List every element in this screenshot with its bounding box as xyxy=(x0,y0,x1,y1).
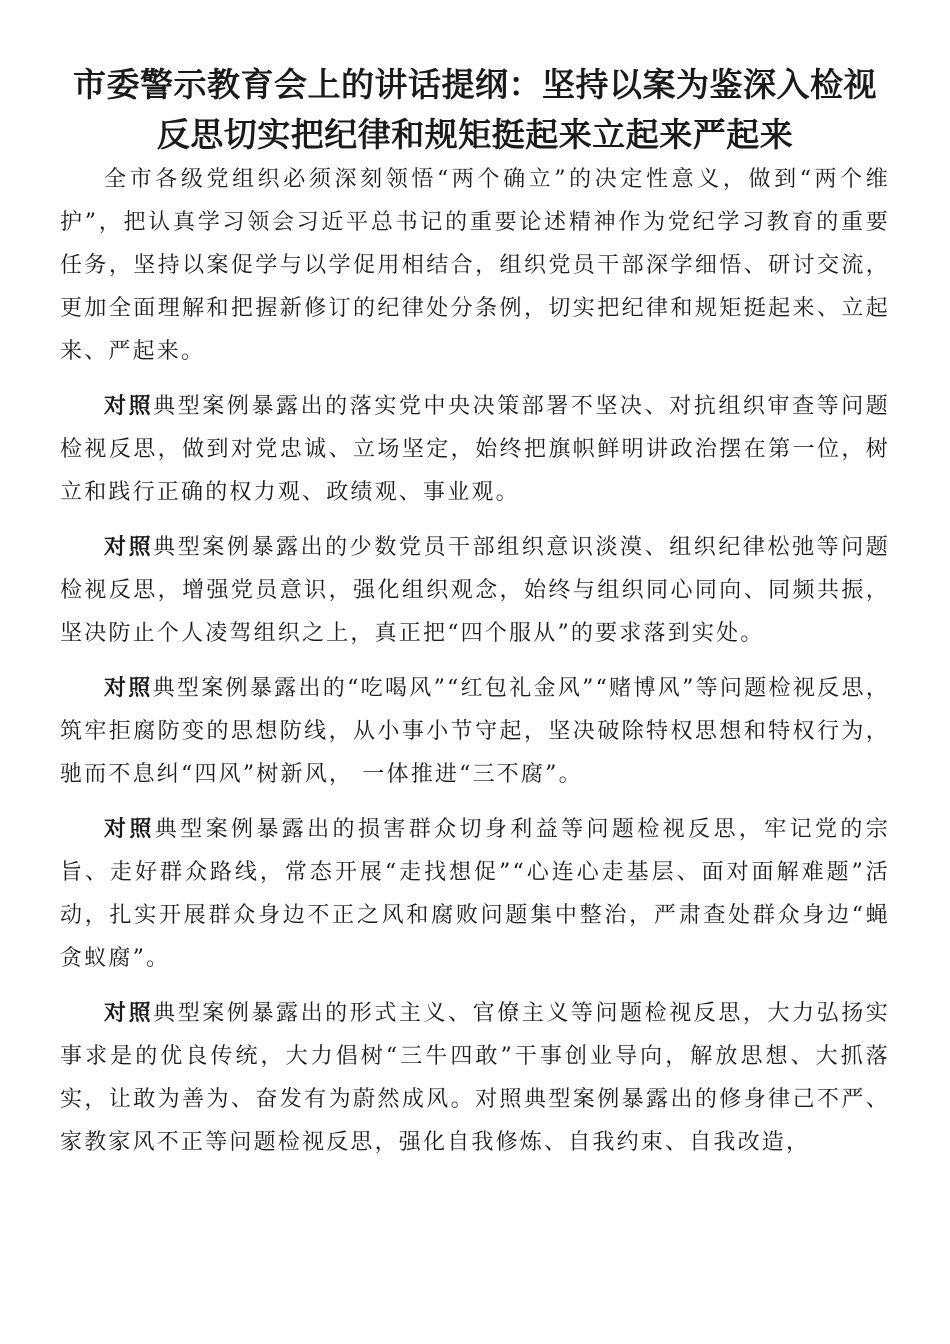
paragraph-text: 典型案例暴露出的“吃喝风”“红包礼金风”“赌博风”等问题检视反思，筑牢拒腐防变的思想防线，从小事小节守起，坚决破除特权思想和特权行为，驰而不息纠“四风”树新风， 一体推进“三不腐”。 xyxy=(60,676,890,787)
paragraph-text: 典型案例暴露出的落实党中央决策部署不坚决、对抗组织审查等问题检视反思，做到对党忠诚、立场坚定，始终把旗帜鲜明讲政治摆在第一位，树立和践行正确的权力观、政绩观、事业观。 xyxy=(60,394,890,505)
paragraph-lead: 对照 xyxy=(104,394,154,419)
body-paragraph-3 xyxy=(60,667,890,796)
intro-paragraph: 全市各级党组织必须深刻领悟“两个确立”的决定性意义，做到“两个维护”，把认真学习领会习近平总书记的重要论述精神作为党纪学习教育的重要任务，坚持以案促学与以学促用相结合，组织党员干部深学细悟、研讨交流，更加全面理解和把握新修订的纪律处分条例，切实把纪律和规矩挺起来、立起来、严起来。 xyxy=(60,167,890,364)
paragraph-text: 典型案例暴露出的少数党员干部组织意识淡漠、组织纪律松弛等问题检视反思，增强党员意识，强化组织观念，始终与组织同心同向、同频共振，坚决防止个人凌驾组织之上，真正把“四个服从”的要求落到实处。 xyxy=(60,535,890,646)
document-title xyxy=(40,60,910,160)
document-body xyxy=(60,158,890,1176)
body-paragraph-2 xyxy=(60,526,890,655)
body-paragraph-4 xyxy=(60,808,890,980)
paragraph-lead: 对照 xyxy=(104,676,153,701)
paragraph-text: 典型案例暴露出的损害群众切身利益等问题检视反思，牢记党的宗旨、走好群众路线，常态开展“走找想促”“心连心走基层、面对面解难题”活动，扎实开展群众身边不正之风和腐败问题集中整治，严肃查处群众身边“蝇贪蚁腐”。 xyxy=(60,817,890,971)
body-paragraph-5 xyxy=(60,992,890,1164)
paragraph-lead: 对照 xyxy=(104,817,155,842)
body-paragraph-1 xyxy=(60,385,890,514)
paragraph-text: 典型案例暴露出的形式主义、官僚主义等问题检视反思，大力弘扬实事求是的优良传统，大力倡树“三牛四敢”干事创业导向，解放思想、大抓落实，让敢为善为、奋发有为蔚然成风。对照典型案例暴露出的修身律己不严、家教家风不正等问题检视反思，强化自我修炼、自我约束、自我改造， xyxy=(60,1001,890,1155)
title-line-1: 市委警示教育会上的讲话提纲：坚持以案为鉴深入检视 xyxy=(73,65,877,104)
paragraph-lead: 对照 xyxy=(104,535,154,560)
title-line-2: 反思切实把纪律和规矩挺起来立起来严起来 xyxy=(156,115,794,154)
paragraph-lead: 对照 xyxy=(104,1001,154,1026)
